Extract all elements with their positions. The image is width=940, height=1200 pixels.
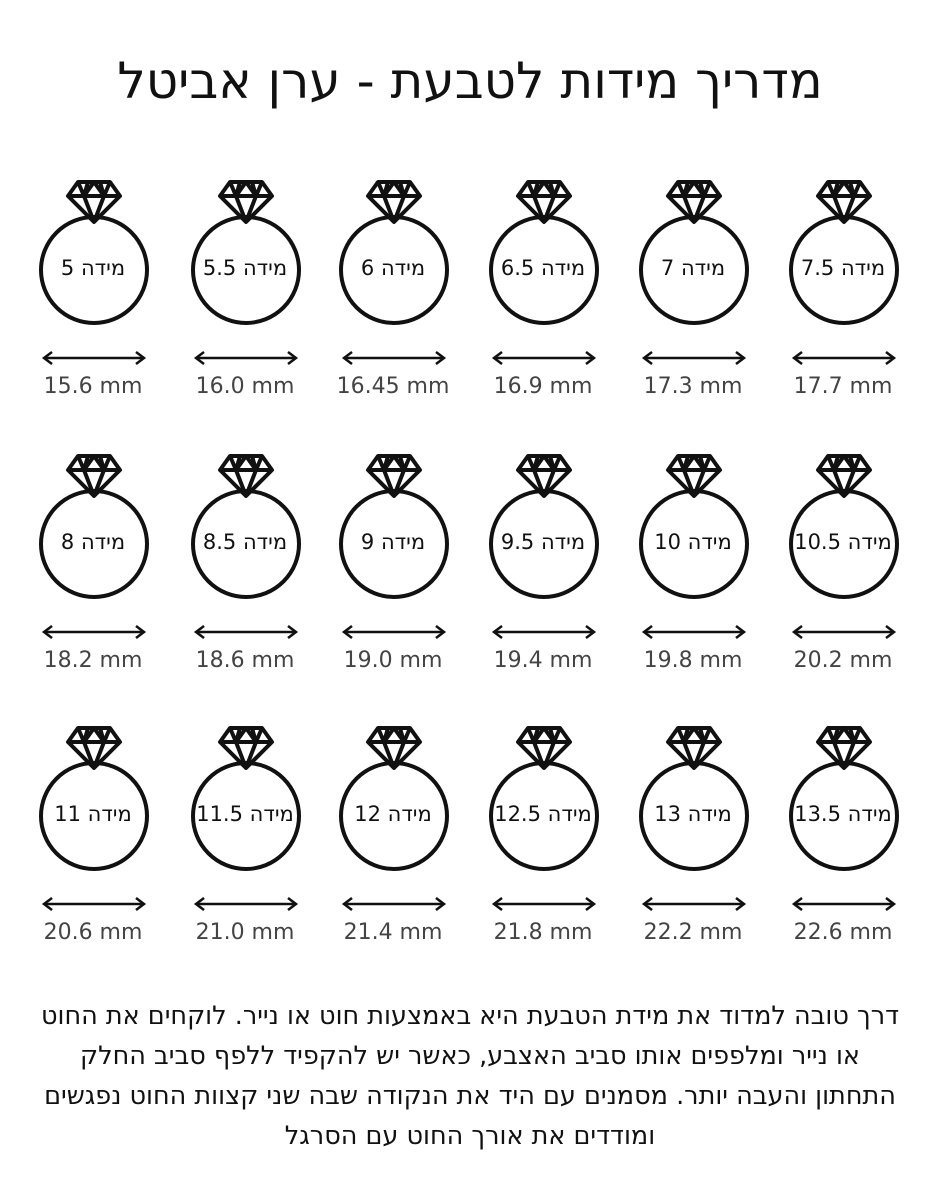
ring-size-card [638, 452, 788, 692]
double-headed-arrow-icon [644, 898, 744, 910]
ring-diameter-measure: 19.8 mm [643, 648, 743, 673]
ring-size-label: מידה 5.5 [202, 256, 288, 280]
ring-size-label: מידה 5 [60, 256, 126, 280]
ring-size-label: מידה 11 [54, 802, 132, 826]
ring-diameter-measure: 16.9 mm [493, 374, 593, 399]
ring-diameter-measure: 20.6 mm [43, 920, 143, 945]
ring-size-label: מידה 9 [360, 530, 426, 554]
ring-diameter-measure: 17.3 mm [643, 374, 743, 399]
double-headed-arrow-icon [196, 352, 296, 364]
double-headed-arrow-icon [644, 626, 744, 638]
ring-diameter-measure: 19.0 mm [343, 648, 443, 673]
page-title: מדריך מידות לטבעת - ערן אביטל [117, 52, 823, 110]
ring-size-label: מידה 10 [654, 530, 732, 554]
ring-size-label: מידה 8.5 [202, 530, 288, 554]
ring-size-label: מידה 7.5 [800, 256, 886, 280]
ring-size-card [488, 452, 638, 692]
ring-diameter-measure: 17.7 mm [793, 374, 893, 399]
ring-diameter-measure: 22.6 mm [793, 920, 893, 945]
ring-diameter-measure: 21.0 mm [195, 920, 295, 945]
ring-size-card [338, 724, 488, 964]
ring-diameter-measure: 16.0 mm [195, 374, 295, 399]
ring-size-card [638, 178, 788, 418]
measuring-instructions: דרך טובה למדוד את מידת הטבעת היא באמצעות חוט או נייר. לוקחים את החוט או נייר ומלפפים אותו סביב האצבע, כאשר יש להקפיד ללפף סביב החלק התחתון והעבה יותר. מסמנים עם היד את הנקודה שבה שני קצוות החוט נפגשים ומודדים את אורך החוט עם הסרגל [40, 1001, 900, 1151]
ring-size-label: מידה 9.5 [500, 530, 586, 554]
ring-size-card [488, 724, 638, 964]
ring-size-card [788, 452, 938, 692]
ring-size-label: מידה 6.5 [500, 256, 586, 280]
ring-size-card [190, 724, 340, 964]
double-headed-arrow-icon [44, 626, 144, 638]
ring-size-label: מידה 8 [60, 530, 126, 554]
ring-size-card [338, 178, 488, 418]
ring-diameter-measure: 20.2 mm [793, 648, 893, 673]
ring-size-label: מידה 7 [660, 256, 726, 280]
ring-size-card [190, 452, 340, 692]
double-headed-arrow-icon [196, 898, 296, 910]
ring-size-label: מידה 13 [654, 802, 732, 826]
ring-size-label: מידה 11.5 [196, 802, 294, 826]
ring-size-card [38, 178, 188, 418]
double-headed-arrow-icon [44, 898, 144, 910]
ring-diameter-measure: 18.2 mm [43, 648, 143, 673]
double-headed-arrow-icon [794, 626, 894, 638]
ring-size-label: מידה 12.5 [494, 802, 592, 826]
ring-size-card [38, 452, 188, 692]
ring-size-card [788, 724, 938, 964]
double-headed-arrow-icon [494, 898, 594, 910]
ring-size-card [38, 724, 188, 964]
double-headed-arrow-icon [344, 898, 444, 910]
ring-size-card [338, 452, 488, 692]
double-headed-arrow-icon [794, 352, 894, 364]
ring-size-label: מידה 13.5 [794, 802, 892, 826]
double-headed-arrow-icon [344, 352, 444, 364]
double-headed-arrow-icon [344, 626, 444, 638]
ring-diameter-measure: 19.4 mm [493, 648, 593, 673]
double-headed-arrow-icon [494, 352, 594, 364]
ring-size-card [190, 178, 340, 418]
ring-size-label: מידה 12 [354, 802, 432, 826]
ring-diameter-measure: 21.4 mm [343, 920, 443, 945]
double-headed-arrow-icon [794, 898, 894, 910]
ring-size-label: מידה 10.5 [794, 530, 892, 554]
double-headed-arrow-icon [644, 352, 744, 364]
ring-diameter-measure: 22.2 mm [643, 920, 743, 945]
ring-size-label: מידה 6 [360, 256, 426, 280]
ring-diameter-measure: 16.45 mm [336, 374, 450, 399]
ring-size-card [488, 178, 638, 418]
ring-diameter-measure: 15.6 mm [43, 374, 143, 399]
ring-diameter-measure: 18.6 mm [195, 648, 295, 673]
ring-size-card [638, 724, 788, 964]
ring-diameter-measure: 21.8 mm [493, 920, 593, 945]
double-headed-arrow-icon [44, 352, 144, 364]
double-headed-arrow-icon [196, 626, 296, 638]
double-headed-arrow-icon [494, 626, 594, 638]
ring-size-card [788, 178, 938, 418]
